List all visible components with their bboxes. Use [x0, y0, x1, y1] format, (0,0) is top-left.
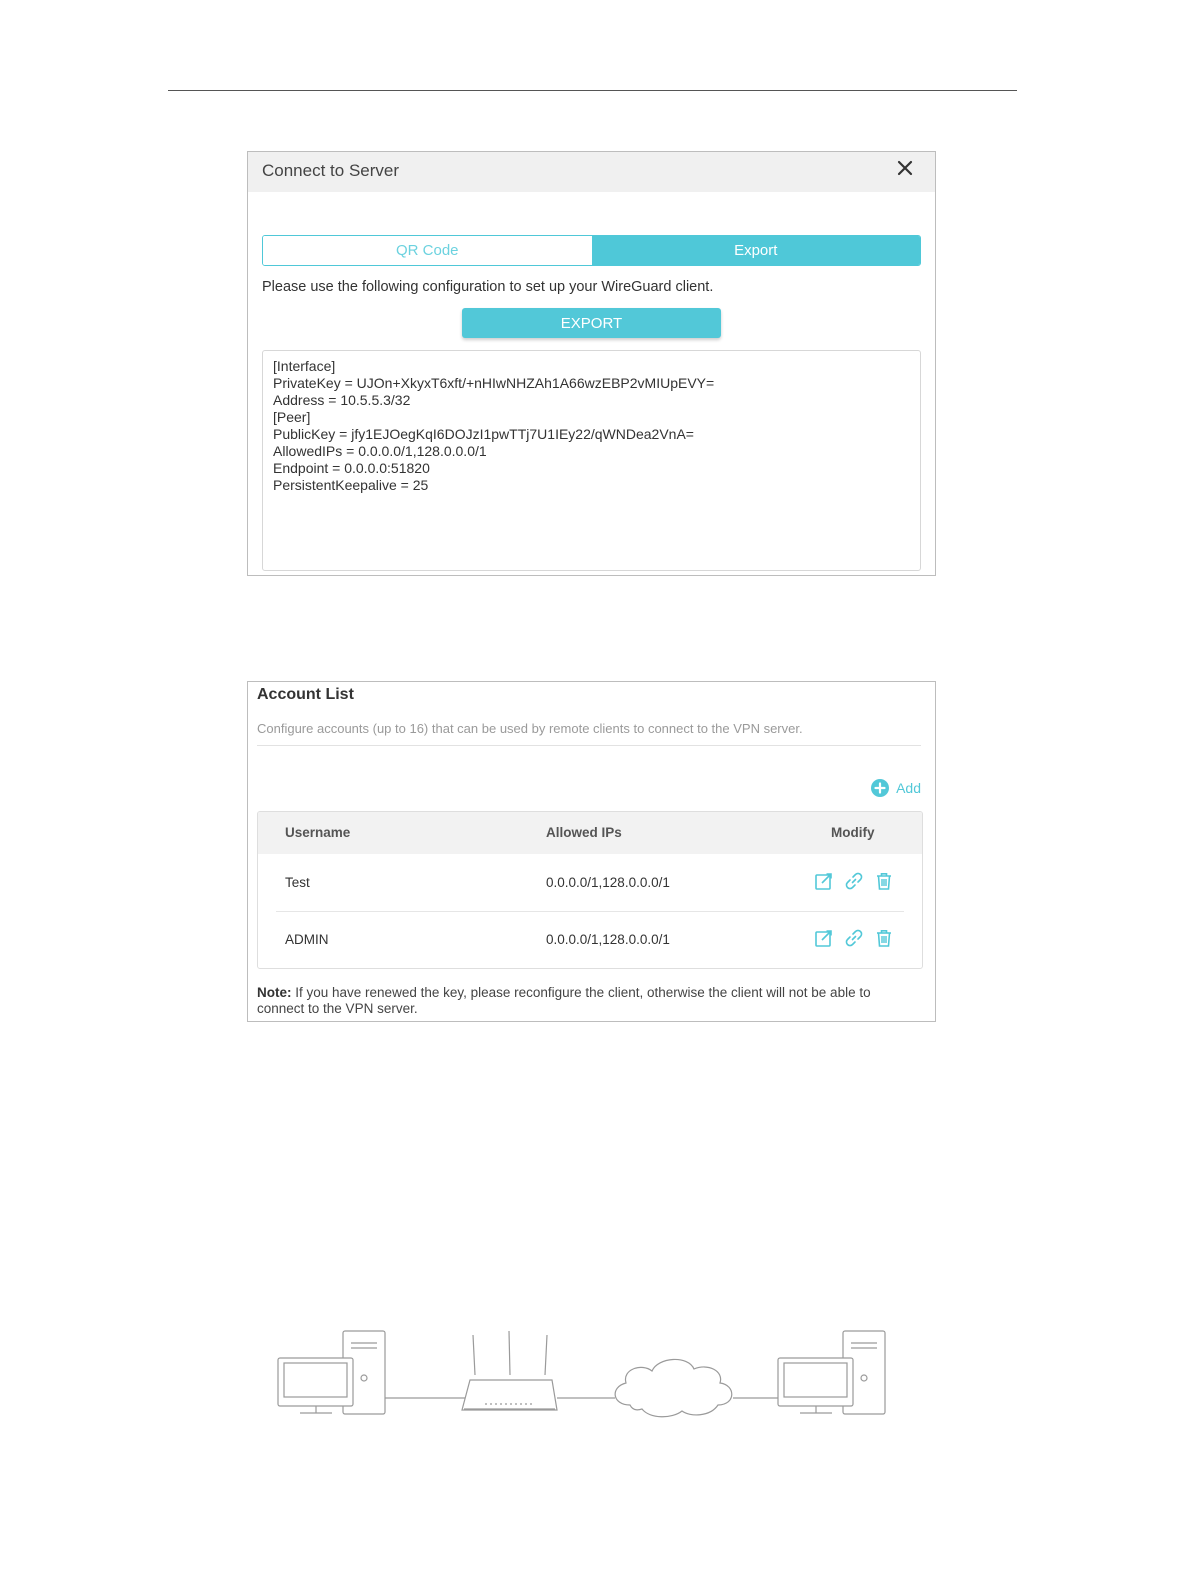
- row-actions: [814, 871, 894, 891]
- column-header-username: Username: [285, 825, 351, 840]
- note-label: Note:: [257, 985, 292, 1000]
- username-cell: Test: [285, 875, 310, 890]
- table-header: [258, 812, 922, 854]
- panel-title: Account List: [257, 686, 354, 703]
- allowed-ips-cell: 0.0.0.0/1,128.0.0.0/1: [546, 875, 670, 890]
- config-line: [Interface]: [273, 358, 336, 374]
- edit-icon[interactable]: [814, 871, 834, 891]
- config-line: PrivateKey = UJOn+XkyxT6xft/+nHIwNHZAh1A66wzEBP2vMIUpEVY=: [273, 375, 715, 391]
- config-line: AllowedIPs = 0.0.0.0/1,128.0.0.0/1: [273, 443, 487, 459]
- username-cell: ADMIN: [285, 932, 329, 947]
- table-row: [258, 855, 922, 911]
- column-header-modify: Modify: [831, 825, 875, 840]
- accounts-table: [257, 811, 923, 969]
- table-row: [258, 912, 922, 968]
- edit-icon[interactable]: [814, 928, 834, 948]
- router-icon: [462, 1331, 557, 1410]
- plus-circle-icon: [871, 779, 889, 797]
- link-icon[interactable]: [844, 928, 864, 948]
- tab-export[interactable]: Export: [592, 236, 921, 265]
- tab-qr-code[interactable]: QR Code: [263, 236, 592, 265]
- config-line: [Peer]: [273, 409, 311, 425]
- config-line: Address = 10.5.5.3/32: [273, 392, 411, 408]
- cloud-icon: [615, 1359, 732, 1416]
- connect-to-server-dialog: [247, 151, 936, 576]
- config-line: PersistentKeepalive = 25: [273, 477, 429, 493]
- panel-description: Configure accounts (up to 16) that can be used by remote clients to connect to the VPN server.: [257, 721, 803, 736]
- close-icon[interactable]: [897, 160, 913, 176]
- add-account-button[interactable]: [871, 779, 921, 797]
- trash-icon[interactable]: [874, 871, 894, 891]
- instruction-text: Please use the following configuration to set up your WireGuard client.: [262, 279, 714, 295]
- config-line: PublicKey = jfy1EJOegKqI6DOJzI1pwTTj7U1IEy22/qWNDea2VnA=: [273, 426, 694, 442]
- config-textarea[interactable]: [262, 350, 921, 571]
- account-list-panel: [247, 681, 936, 1022]
- note-body: If you have renewed the key, please reconfigure the client, otherwise the client will not be able to connect to the VPN server.: [257, 985, 871, 1016]
- divider: [257, 745, 921, 746]
- computer-icon: [778, 1331, 885, 1414]
- network-topology-illustration: [270, 1325, 900, 1425]
- page-top-rule: [168, 90, 1017, 91]
- note-text: [257, 985, 917, 1017]
- dialog-header: [248, 152, 935, 192]
- link-icon[interactable]: [844, 871, 864, 891]
- export-button[interactable]: EXPORT: [462, 308, 721, 338]
- mode-tabs: [262, 235, 921, 266]
- column-header-allowed-ips: Allowed IPs: [546, 825, 622, 840]
- allowed-ips-cell: 0.0.0.0/1,128.0.0.0/1: [546, 932, 670, 947]
- row-actions: [814, 928, 894, 948]
- trash-icon[interactable]: [874, 928, 894, 948]
- add-label: Add: [896, 780, 921, 796]
- config-line: Endpoint = 0.0.0.0:51820: [273, 460, 430, 476]
- computer-icon: [278, 1331, 385, 1414]
- dialog-title: Connect to Server: [262, 161, 400, 180]
